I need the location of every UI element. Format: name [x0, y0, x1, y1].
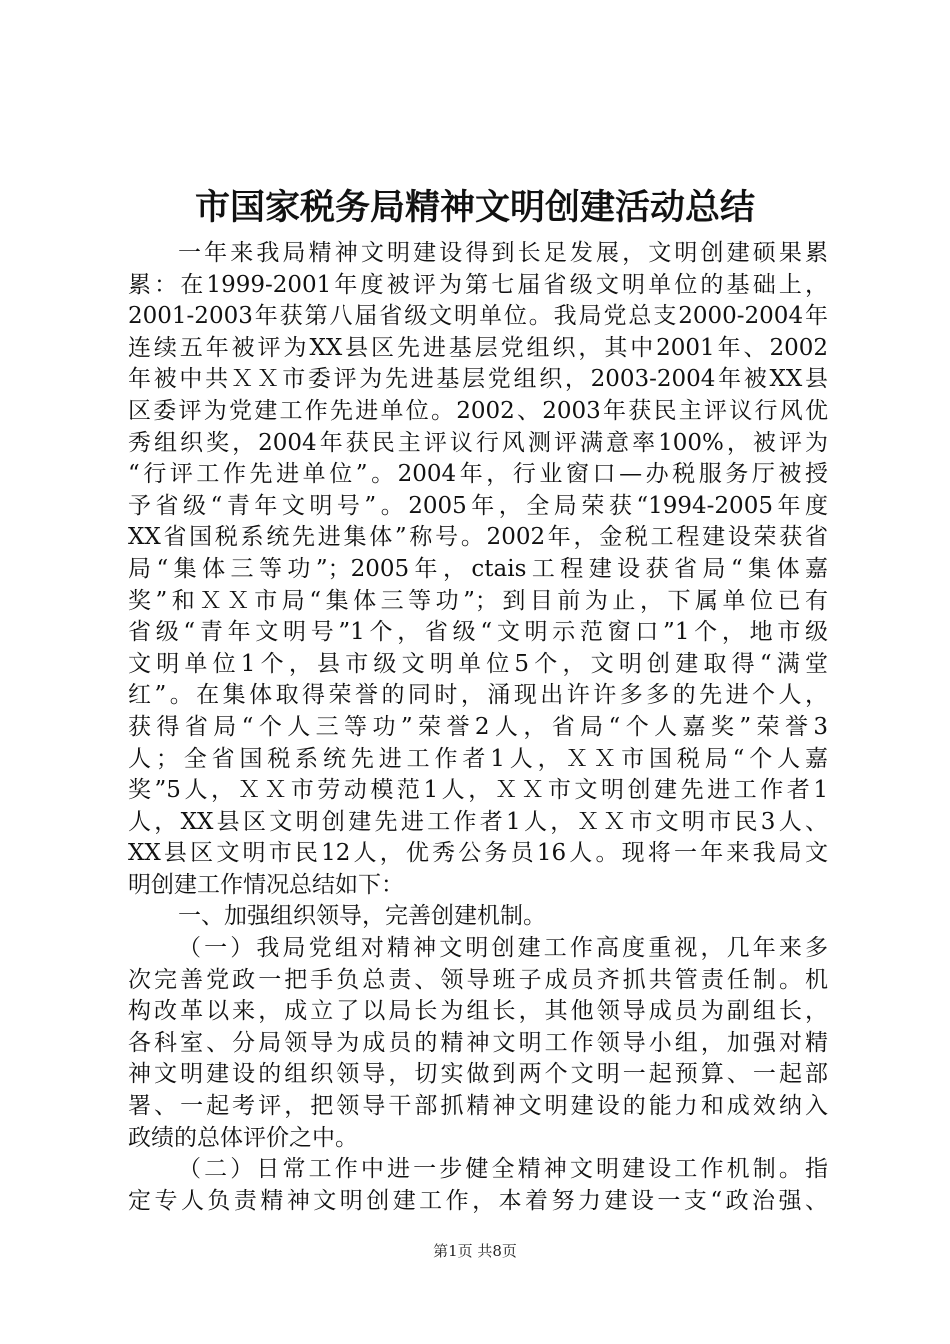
- text-line: 累：在1999-2001年度被评为第七届省级文明单位的基础上，: [128, 271, 828, 298]
- document-body: [128, 238, 828, 1217]
- text-line: 人，XX县区文明创建先进工作者1人，ＸＸ市文明市民3人、: [128, 808, 828, 835]
- text-line: 政绩的总体评价之中。: [128, 1124, 358, 1151]
- text-line: 奖”和ＸＸ市局“集体三等功”；到目前为止，下属单位已有: [128, 587, 828, 614]
- text-line: 红”。在集体取得荣誉的同时，涌现出许许多多的先进个人，: [128, 682, 828, 709]
- text-line: （一）我局党组对精神文明创建工作高度重视，几年来多: [178, 935, 828, 962]
- page-number-footer: 第1页 共8页: [433, 1242, 517, 1260]
- text-line: 2001-2003年获第八届省级文明单位。我局党总支2000-2004年: [128, 303, 828, 330]
- text-line: 一年来我局精神文明建设得到长足发展，文明创建硕果累: [178, 240, 828, 266]
- text-line: 局“集体三等功”；2005年，ctais工程建设获省局“集体嘉: [128, 555, 828, 582]
- text-line: 定专人负责精神文明创建工作，本着努力建设一支“政治强、: [128, 1187, 828, 1214]
- text-line: 予省级“青年文明号”。2005年，全局荣获“1994-2005年度: [128, 492, 828, 519]
- text-line: 奖”5人，ＸＸ市劳动模范1人，ＸＸ市文明创建先进工作者1: [128, 777, 828, 804]
- text-line: 省级“青年文明号”1个，省级“文明示范窗口”1个，地市级: [128, 619, 828, 646]
- text-line: 署、一起考评，把领导干部抓精神文明建设的能力和成效纳入: [128, 1093, 828, 1120]
- text-line: 构改革以来，成立了以局长为组长，其他领导成员为副组长，: [128, 998, 828, 1025]
- text-line: XX省国税系统先进集体”称号。2002年，金税工程建设荣获省: [128, 524, 828, 551]
- text-line: “行评工作先进单位”。2004年，行业窗口—办税服务厅被授: [128, 461, 828, 488]
- text-line: 神文明建设的组织领导，切实做到两个文明一起预算、一起部: [128, 1061, 828, 1088]
- text-line: 年被中共ＸＸ市委评为先进基层党组织，2003-2004年被XX县: [128, 366, 828, 393]
- text-line: 明创建工作情况总结如下：: [128, 871, 404, 898]
- text-line: 各科室、分局领导为成员的精神文明工作领导小组，加强对精: [128, 1029, 828, 1056]
- text-line: 次完善党政一把手负总责、领导班子成员齐抓共管责任制。机: [128, 966, 828, 993]
- section-heading: 一、加强组织领导，完善创建机制。: [178, 903, 546, 930]
- text-line: XX县区文明市民12人，优秀公务员16人。现将一年来我局文: [128, 840, 828, 867]
- text-line: 文明单位1个，县市级文明单位5个，文明创建取得“满堂: [128, 650, 828, 677]
- document-title: 市国家税务局精神文明创建活动总结: [194, 187, 755, 228]
- text-line: 秀组织奖，2004年获民主评议行风测评满意率100%，被评为: [128, 429, 828, 456]
- text-line: （二）日常工作中进一步健全精神文明建设工作机制。指: [178, 1156, 828, 1183]
- text-line: 获得省局“个人三等功”荣誉2人，省局“个人嘉奖”荣誉3: [128, 713, 828, 740]
- text-line: 人；全省国税系统先进工作者1人，ＸＸ市国税局“个人嘉: [128, 745, 828, 772]
- text-line: 连续五年被评为XX县区先进基层党组织，其中2001年、2002: [128, 334, 828, 361]
- text-line: 区委评为党建工作先进单位。2002、2003年获民主评议行风优: [128, 397, 828, 424]
